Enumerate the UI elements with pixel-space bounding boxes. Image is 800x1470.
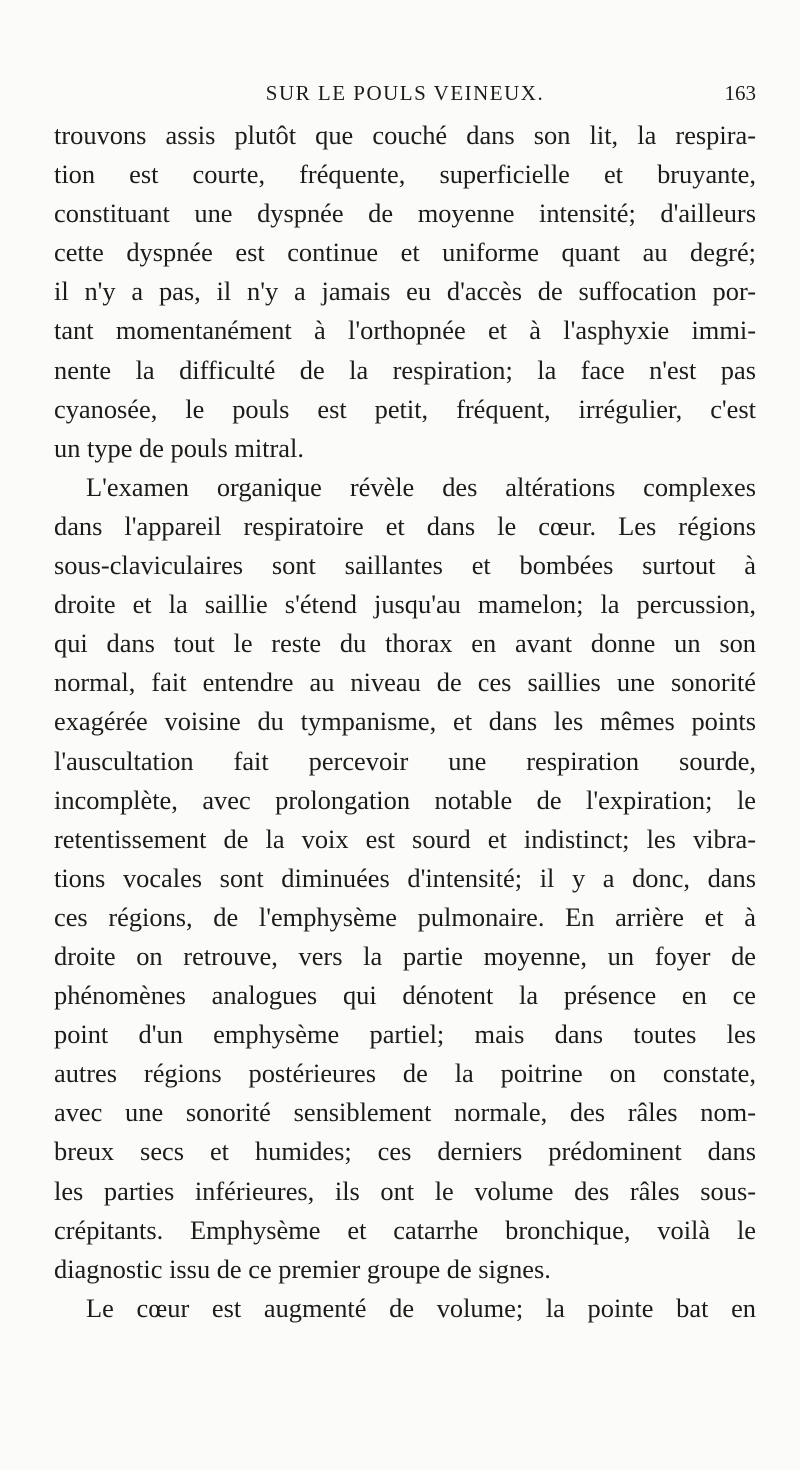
text-line: droite on retrouve, vers la partie moyenne, un foyer de: [54, 940, 756, 971]
body-text: [54, 116, 756, 1328]
text-line: qui dans tout le reste du thorax en avant donne un son: [54, 628, 756, 659]
book-page: [54, 0, 756, 1470]
text-line: l'auscultation fait percevoir une respiration sourde,: [54, 745, 756, 776]
text-line: breux secs et humides; ces derniers prédominent dans: [54, 1136, 756, 1167]
text-line: un type de pouls mitral.: [54, 432, 304, 463]
text-line: ces régions, de l'emphysème pulmonaire. En arrière et à: [54, 901, 756, 932]
text-line: les parties inférieures, ils ont le volume des râles sous-: [54, 1175, 756, 1206]
page-number: 163: [724, 81, 756, 105]
text-line: exagérée voisine du tympanisme, et dans les mêmes points: [54, 706, 756, 737]
text-line: constituant une dyspnée de moyenne intensité; d'ailleurs: [54, 198, 756, 229]
text-line: phénomènes analogues qui dénotent la présence en ce: [54, 980, 756, 1011]
text-line: trouvons assis plutôt que couché dans son lit, la respira-: [54, 120, 756, 150]
text-line: nente la difficulté de la respiration; la face n'est pas: [54, 354, 756, 385]
text-line: incomplète, avec prolongation notable de l'expiration; le: [54, 784, 756, 815]
text-line: autres régions postérieures de la poitrine on constate,: [54, 1058, 756, 1089]
text-line: point d'un emphysème partiel; mais dans toutes les: [54, 1019, 756, 1050]
text-line: cyanosée, le pouls est petit, fréquent, irrégulier, c'est: [54, 393, 756, 424]
text-line: cette dyspnée est continue et uniforme quant au degré;: [54, 237, 756, 268]
running-head: [54, 78, 756, 108]
text-line: tion est courte, fréquente, superficielle et bruyante,: [54, 159, 756, 190]
text-line: tant momentanément à l'orthopnée et à l'asphyxie immi-: [54, 315, 756, 346]
text-line: dans l'appareil respiratoire et dans le cœur. Les régions: [54, 510, 756, 541]
text-line: tions vocales sont diminuées d'intensité; il y a donc, dans: [54, 862, 756, 893]
text-line: Le cœur est augmenté de volume; la pointe bat en: [86, 1292, 756, 1323]
text-line: normal, fait entendre au niveau de ces saillies une sonorité: [54, 667, 756, 698]
text-line: diagnostic issu de ce premier groupe de signes.: [54, 1253, 551, 1284]
running-title: SUR LE POULS VEINEUX.: [265, 81, 545, 105]
text-line: crépitants. Emphysème et catarrhe bronchique, voilà le: [54, 1214, 756, 1245]
text-line: droite et la saillie s'étend jusqu'au mamelon; la percussion,: [54, 589, 756, 620]
text-line: retentissement de la voix est sourd et indistinct; les vibra-: [54, 823, 756, 854]
text-line: L'examen organique révèle des altérations complexes: [86, 471, 756, 502]
text-line: avec une sonorité sensiblement normale, des râles nom-: [54, 1097, 756, 1128]
text-line: il n'y a pas, il n'y a jamais eu d'accès de suffocation por-: [54, 276, 756, 307]
text-line: sous-claviculaires sont saillantes et bombées surtout à: [54, 550, 756, 581]
